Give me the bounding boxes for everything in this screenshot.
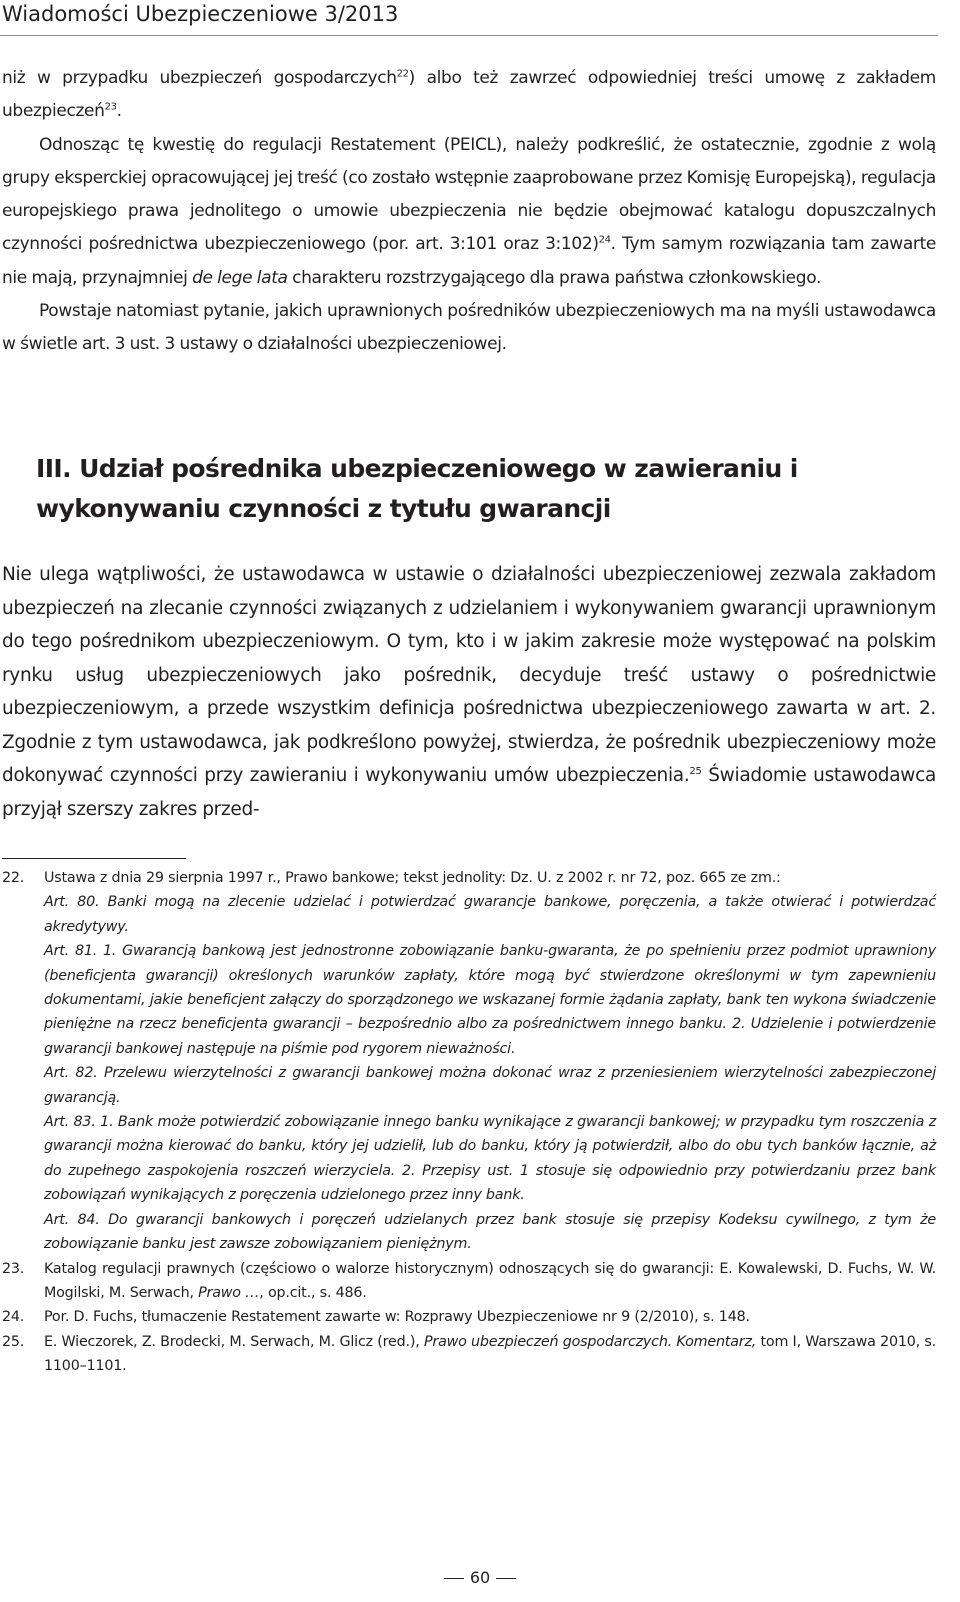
page-header [0,0,960,38]
paragraph: niż w przypadku ubezpieczeń gospodarczych$^{22}$) albo też zawrzeć odpowiedniej treści umowę z zakładem ubezpieczeń$^{23}$. [2,68,936,122]
footnote-ref[interactable]: 22 [396,68,409,80]
footnotes [2,866,936,1379]
paragraph: Odnosząc tę kwestię do regulacji Restatement (PEICL), należy podkreślić, że ostatecznie, zgodnie z wolą grupy eksperckiej opracowującej jej treść (co zostało wstępnie zaaprobowane przez Komisję Europejską), regulacja europejskiego prawa jednolitego o umowie ubezpieczenia nie będzie obejmować katalogu dopuszczalnych czynności pośrednictwa ubezpieczeniowego (por. art. 3:101 oraz 3:102)$^{24}$. Tym samym rozwiązania tam zawarte nie mają, przynajmniej de lege lata charakteru rozstrzygającego dla prawa państwa członkowskiego. [2,134,936,288]
footnote-number: 22. [2,870,25,886]
footnote-22: 22. Ustawa z dnia 29 sierpnia 1997 r., Prawo bankowe; tekst jednolity: Dz. U. z 2002 r. nr 72, poz. 665 ze zm.: Art. 80. Banki mogą na zlecenie udzielać i potwierdzać gwarancje bankowe, poręczenia, a także otwierać i potwierdzać akredytywy. Art. 81. 1. Gwarancją bankową jest jednostronne zobowiązanie banku-gwaranta, że po spełnieniu przez podmiot uprawniony (beneficjenta gwarancji) określonych warunków zapłaty, które mogą być stwierdzone określonymi w tym zapewnieniu dokumentami, jakie beneficjent załączy do sporządzonego we wskazanej formie żądania zapłaty, bank ten wykona świadczenie pieniężne na rzecz beneficjenta gwarancji – bezpośrednio albo za pośrednictwem innego banku. 2. Udzielenie i potwierdzenie gwarancji bankowej następuje na piśmie pod rygorem nieważności. Art. 82. Przelewu wierzytelności z gwarancji bankowej można dokonać wraz z przeniesieniem wierzytelności zabezpieczonej gwarancją. Art. 83. 1. Bank może potwierdzić zobowiązanie innego banku wynikające z gwarancji bankowej; w przypadku tym roszczenia z gwarancji można kierować do banku, który jej udzielił, lub do banku, który ją potwierdził, albo do obu tych banków łącznie, aż do zupełnego zaspokojenia roszczeń wierzyciela. 2. Przepisy ust. 1 stosuje się odpowiednio przy potwierdzaniu przez bank zobowiązań wynikających z poręczenia udzielonego przez inny bank. Art. 84. Do gwarancji bankowych i poręczeń udzielanych przez bank stosuje się przepisy Kodeksu cywilnego, z tym że zobowiązanie banku jest zawsze zobowiązaniem pieniężnym. [2,866,936,1257]
dash-left [444,1578,464,1579]
footnote-divider [2,858,186,859]
footnote-23: 23. Katalog regulacji prawnych (częściowo o walorze historycznym) odnoszących się do gwarancji: E. Kowalewski, D. Fuchs, W. W. Mogilski, M. Serwach, Prawo …, op.cit., s. 486. [2,1257,936,1306]
page-number: 60 [0,1568,960,1587]
footnote-25: 25. E. Wieczorek, Z. Brodecki, M. Serwach, M. Glicz (red.), Prawo ubezpieczeń gospodarczych. Komentarz, tom I, Warszawa 2010, s. 1100–1101. [2,1330,936,1379]
dash-right [496,1578,516,1579]
section-intro [2,62,936,362]
footnote-24: 24. Por. D. Fuchs, tłumaczenie Restatement zawarte w: Rozprawy Ubezpieczeniowe nr 9 (2/2010), s. 148. [2,1305,936,1329]
footnote-number: 23. [2,1260,25,1277]
footnote-ref[interactable]: 24 [598,234,611,246]
section-body [2,558,936,826]
footnote-ref[interactable]: 25 [689,765,702,777]
footnote-number: 25. [2,1333,25,1350]
footnote-number: 24. [2,1309,25,1326]
header-divider [0,35,938,36]
paragraph: Powstaje natomiast pytanie, jakich uprawnionych pośredników ubezpieczeniowych ma na myśli ustawodawca w świetle art. 3 ust. 3 ustawy o działalności ubezpieczeniowej. [2,301,936,355]
journal-title: Wiadomości Ubezpieczeniowe 3/2013 [2,2,399,26]
footnote-ref[interactable]: 23 [104,101,117,113]
section-heading: III. Udział pośrednika ubezpieczeniowego w zawieraniu i wykonywaniu czynności z tytułu gwarancji [36,454,798,523]
paragraph: Nie ulega wątpliwości, że ustawodawca w ustawie o działalności ubezpieczeniowej zezwala zakładom ubezpieczeń na zlecanie czynności związanych z udzielaniem i wykonywaniem gwarancji uprawnionym do tego pośrednikom ubezpieczeniowym. O tym, kto i w jakim zakresie może występować na polskim rynku usług ubezpieczeniowych jako pośrednik, decyduje treść ustawy o pośrednictwie ubezpieczeniowym, a przede wszystkim definicja pośrednictwa ubezpieczeniowego zawarta w art. 2. Zgodnie z tym ustawodawca, jak podkreślono powyżej, stwierdza, że pośrednik ubezpieczeniowy może dokonywać czynności przy zawieraniu i wykonywaniu umów ubezpieczenia.$^{25}$ Świadomie ustawodawca przyjął szerszy zakres przed- [2,564,936,820]
